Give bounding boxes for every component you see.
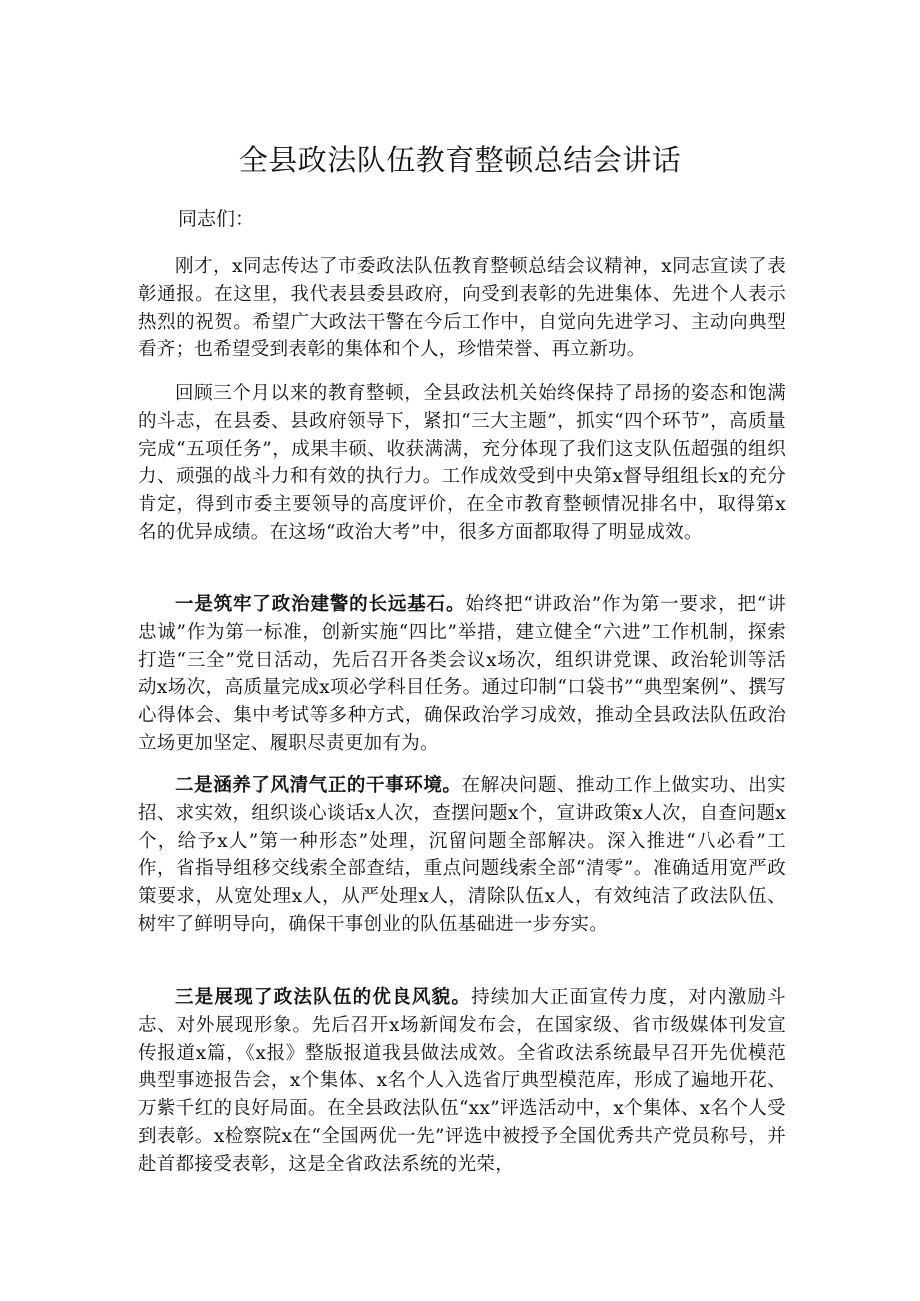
paragraph-text: 刚才，x同志传达了市委政法队伍教育整顿总结会议精神，x同志宣读了表彰通报。在这里，我代表县委县政府，向受到表彰的先进集体、先进个人表示热烈的祝贺。希望广大政法干警在今后工作中，自觉向先进学习、主动向典型看齐；也希望受到表彰的集体和个人，珍惜荣誉、再立新功。 [138, 256, 786, 361]
paragraph-lead: 三是展现了政法队伍的优良风貌。 [175, 987, 472, 1008]
paragraph-text: 回顾三个月以来的教育整顿，全县政法机关始终保持了昂扬的姿态和饱满的斗志，在县委、县政府领导下，紧扣“三大主题”，抓实“四个环节”，高质量完成“五项任务”，成果丰硕、收获满满，充分体现了我们这支队伍超强的组织力、顽强的战斗力和有效的执行力。工作成效受到中央第x督导组组长x的充分肯定，得到市委主要领导的高度评价，在全市教育整顿情况排名中，取得第x名的优异成绩。在这场“政治大考”中，很多方面都取得了明显成效。 [138, 383, 786, 543]
paragraph-lead: 二是涵养了风清气正的干事环境。 [175, 775, 462, 796]
paragraph-opening [138, 253, 786, 364]
paragraph-review [138, 380, 786, 547]
salutation: 同志们： [178, 208, 255, 230]
paragraph-text: 持续加大正面宣传力度，对内激励斗志、对外展现形象。先后召开x场新闻发布会，在国家级、省市级媒体刊发宣传报道x篇，《x报》整版报道我县做法成效。全省政法系统最早召开先优模范典型事迹报告会，x个集体、x名个人入选省厅典型模范库，形成了遍地开花、万紫千红的良好局面。在全县政法队伍“xx”评选活动中，x个集体、x名个人受到表彰。x检察院x在“全国两优一先”评选中被授予全国优秀共产党员称号，并赴首都接受表彰，这是全省政法系统的光荣， [138, 987, 786, 1175]
paragraph-point-one [138, 591, 786, 758]
paragraph-text: 在解决问题、推动工作上做实功、出实招、求实效，组织谈心谈话x人次，查摆问题x个，宣讲政策x人次，自查问题x个，给予x人”第一种形态”处理，沉留问题全部解决。深入推进“八必看”工作，省指导组移交线索全部查结，重点问题线索全部“清零”。准确适用宽严政策要求，从宽处理x人，从严处理x人，清除队伍x人，有效纯洁了政法队伍、树牢了鲜明导向，确保干事创业的队伍基础进一步夯实。 [138, 775, 786, 935]
document-title: 全县政法队伍教育整顿总结会讲话 [238, 143, 682, 177]
paragraph-point-three [138, 984, 786, 1179]
paragraph-point-two [138, 772, 786, 939]
paragraph-text: 始终把“讲政治”作为第一要求，把“讲忠诚”作为第一标准，创新实施“四比”举措，建立健全“六进”工作机制，探索打造“三全”党日活动，先后召开各类会议x场次，组织讲党课、政治轮训等活动x场次，高质量完成x项必学科目任务。通过印制“口袋书”“典型案例”、撰写心得体会、集中考试等多种方式，确保政治学习成效，推动全县政法队伍政治立场更加坚定、履职尽责更加有为。 [138, 594, 786, 754]
paragraph-lead: 一是筑牢了政治建警的长远基石。 [175, 594, 466, 615]
